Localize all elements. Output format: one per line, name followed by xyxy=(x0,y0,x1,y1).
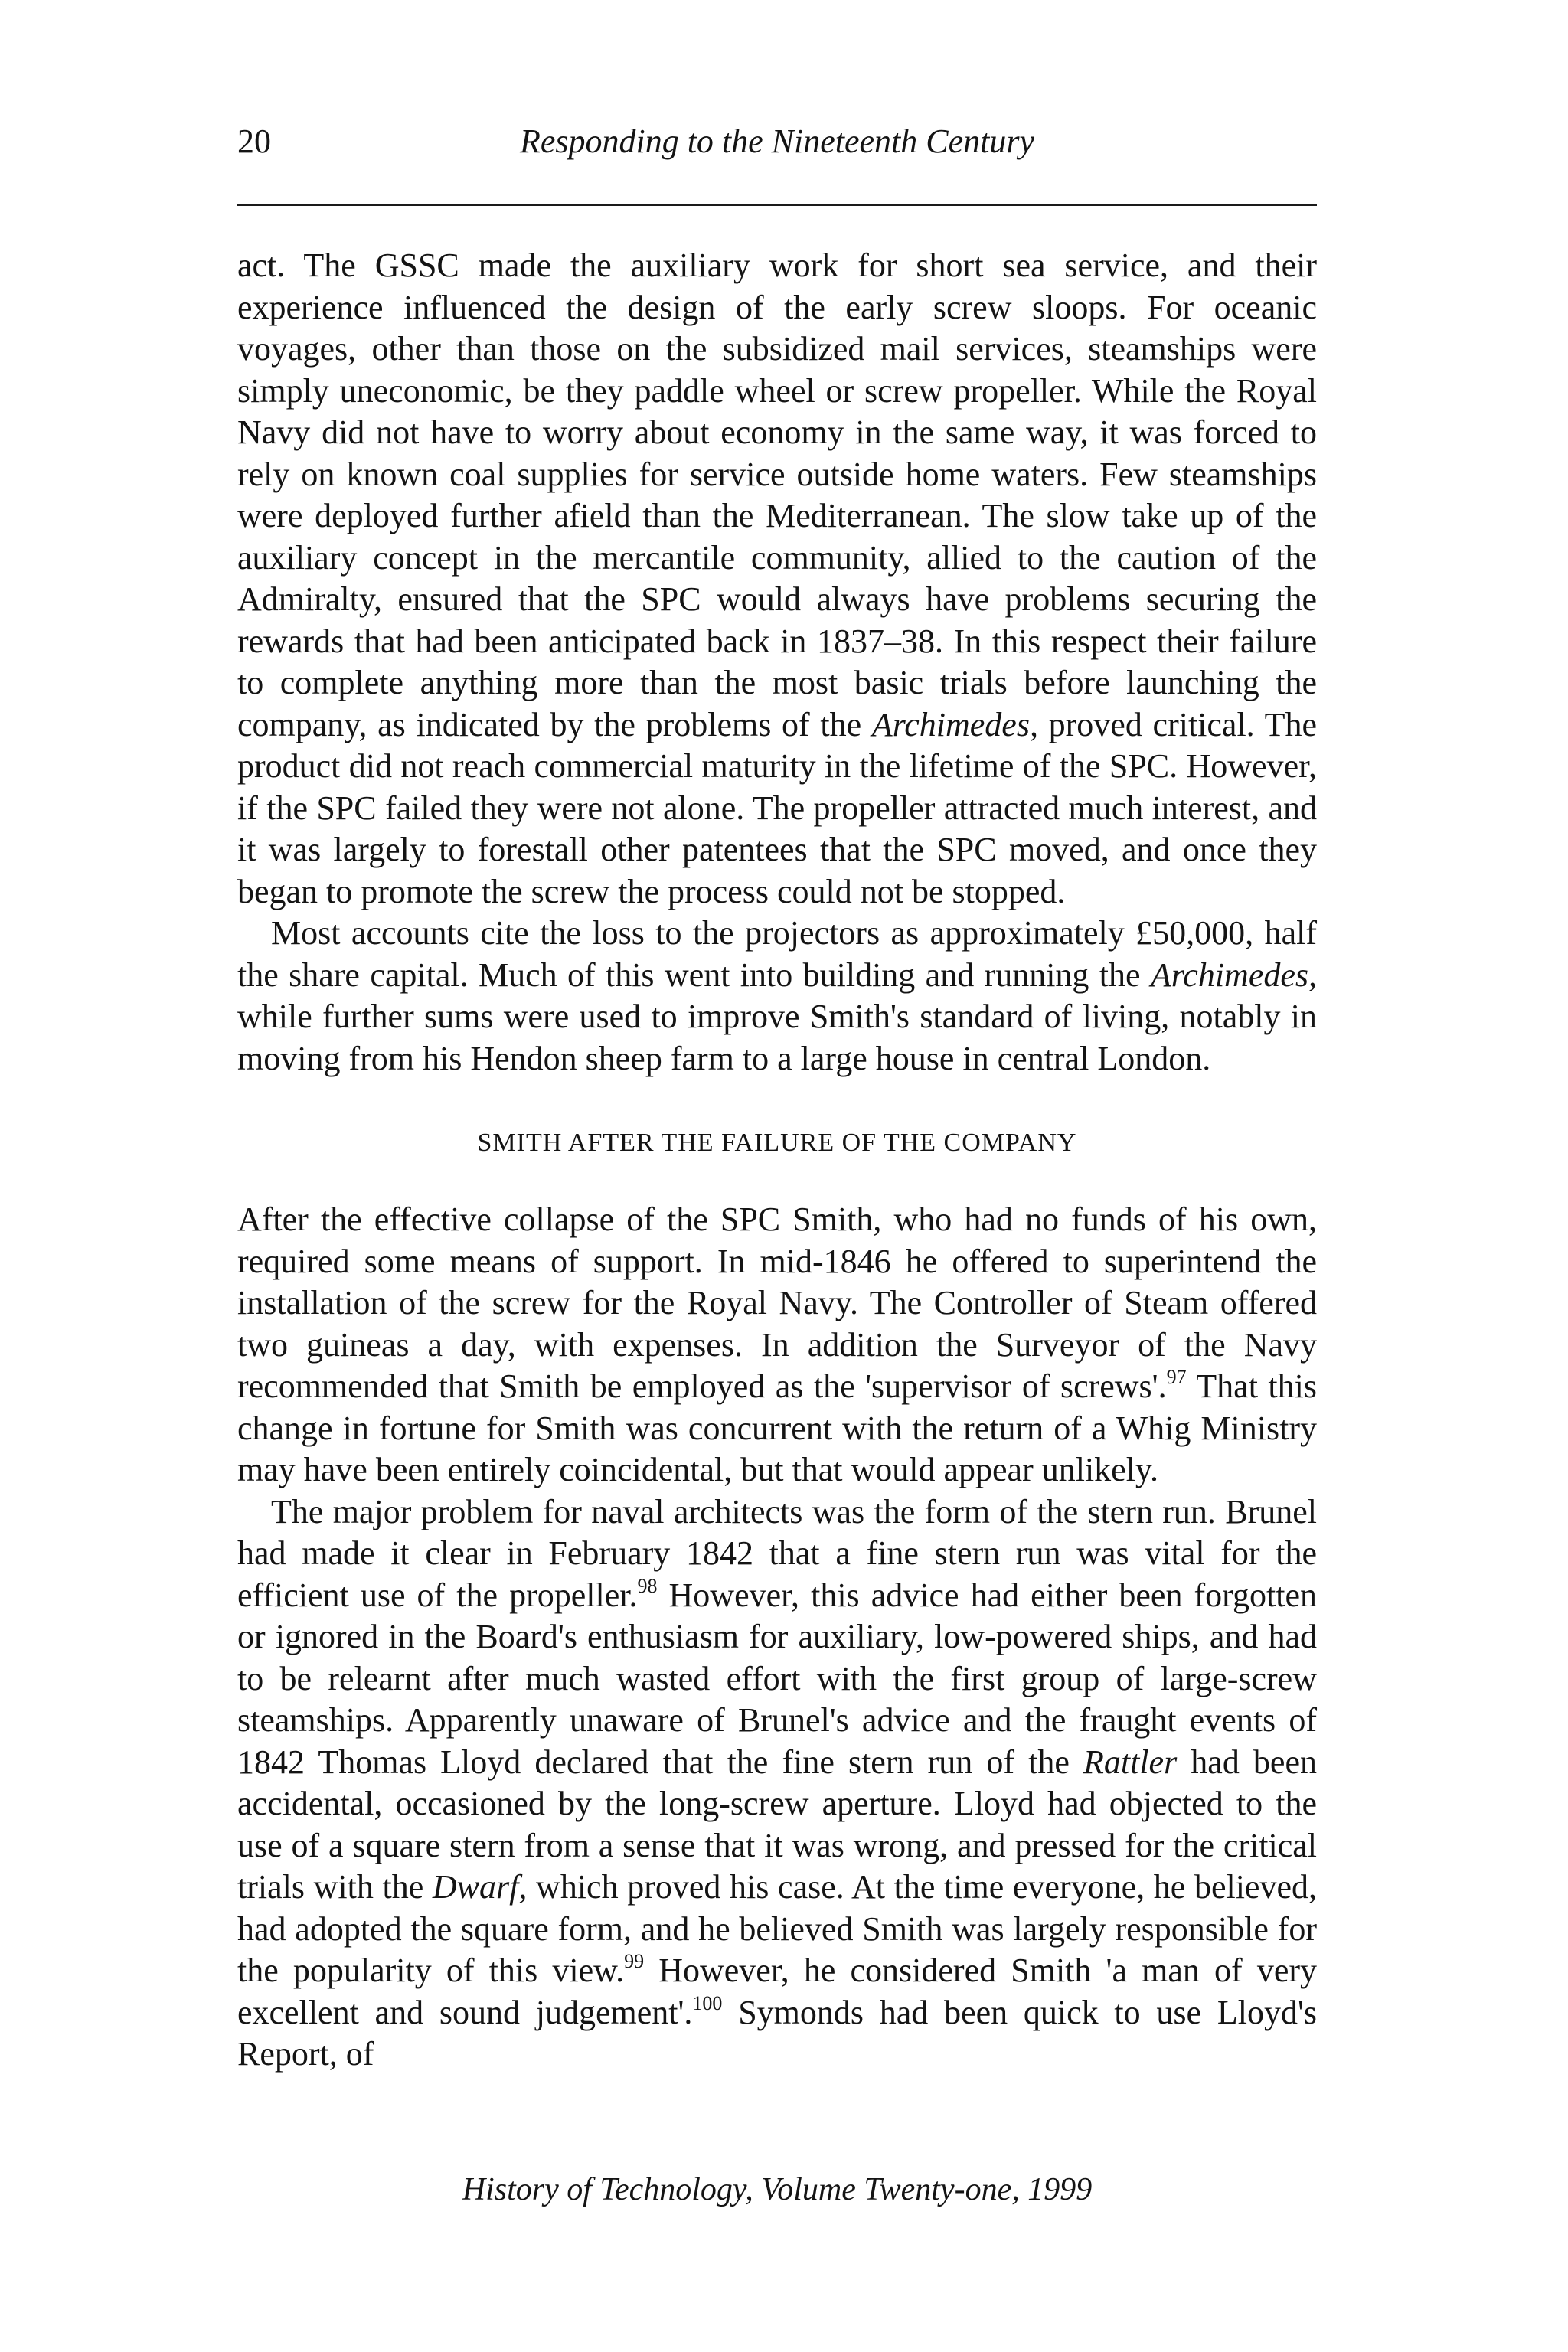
paragraph-1 xyxy=(237,245,1317,913)
body-text xyxy=(237,245,1317,2076)
paragraph-4-text-b: However, this advice had either been forgotten or ignored in the Board's enthusiasm for auxiliary, low-powered ships, and had to be relearnt after much wasted effort with the first group of large-screw steamships. Apparently unaware of Brunel's advice and the fraught events of 1842 Thomas Lloyd declared that the fine stern run of the xyxy=(237,1576,1318,1781)
footnote-ref-98: 98 xyxy=(637,1574,658,1597)
header-rule xyxy=(237,204,1317,206)
paragraph-4-text-c: had been accidental, occasioned by the long-screw aperture. Lloyd had objected to the use of a square stern from a sense that it was wrong, and pressed for the critical trials with the xyxy=(237,1743,1317,1906)
paragraph-3-text-a: After the effective collapse of the SPC Smith, who had no funds of his own, required some means of support. In mid-1846 he offered to superintend the installation of the screw for the Royal Navy. The Controller of Steam offered two guineas a day, with expenses. In addition the Surveyor of the Navy recommended that Smith be employed as the 'supervisor of screws'. xyxy=(237,1200,1317,1405)
paragraph-1-text-b: proved critical. The product did not reach commercial maturity in the lifetime of the SPC. However, if the SPC failed they were not alone. The propeller attracted much interest, and it was largely to forestall other patentees that the SPC moved, and once they began to promote the screw the process could not be stopped. xyxy=(237,705,1317,910)
paragraph-4-text-d: which proved his case. At the time everyone, he believed, had adopted the square form, and he believed Smith was largely responsible for the popularity of this view. xyxy=(237,1868,1317,1989)
paragraph-3 xyxy=(237,1199,1317,1491)
running-head xyxy=(237,115,1317,168)
section-heading: SMITH AFTER THE FAILURE OF THE COMPANY xyxy=(477,1129,1077,1157)
paragraph-2-text-a: Most accounts cite the loss to the projectors as approximately £50,000, half the share capital. Much of this went into building and running the xyxy=(237,914,1317,994)
footnote-ref-99: 99 xyxy=(624,1950,645,1972)
paragraph-3-text-b: That this change in fortune for Smith was concurrent with the return of a Whig Ministry may have been entirely coincidental, but that would appear unlikely. xyxy=(237,1367,1317,1488)
footnote-ref-100: 100 xyxy=(692,1991,723,2014)
ship-name-dwarf: Dwarf, xyxy=(432,1868,528,1906)
paragraph-4 xyxy=(237,1491,1317,2076)
paragraph-1-text-a: act. The GSSC made the auxiliary work for short sea service, and their experience influenced the design of the early screw sloops. For oceanic voyages, other than those on the subsidized mail services, steamships were simply uneconomic, be they paddle wheel or screw propeller. While the Royal Navy did not have to worry about economy in the same way, it was forced to rely on known coal supplies for service outside home waters. Few steamships were deployed further afield than the Mediterranean. The slow take up of the auxiliary concept in the mercantile community, allied to the caution of the Admiralty, ensured that the SPC would always have problems securing the rewards that had been anticipated back in 1837–38. In this respect their failure to complete anything more than the most basic trials before launching the company, as indicated by the problems of the xyxy=(237,247,1317,743)
paragraph-4-text-a: The major problem for naval architects was the form of the stern run. Brunel had made it clear in February 1842 that a fine stern run was vital for the efficient use of the propeller. xyxy=(237,1492,1317,1614)
ship-name-archimedes: Archimedes, xyxy=(1150,956,1317,994)
ship-name-rattler: Rattler xyxy=(1083,1743,1178,1781)
running-title: Responding to the Nineteenth Century xyxy=(519,122,1035,160)
ship-name-archimedes: Archimedes, xyxy=(871,705,1038,743)
paragraph-4-text-f: Symonds had been quick to use Lloyd's Report, of xyxy=(237,1993,1317,2073)
paragraph-2 xyxy=(237,913,1317,1080)
journal-footer: History of Technology, Volume Twenty-one, 1999 xyxy=(462,2172,1093,2207)
paragraph-4-text-e: However, he considered Smith 'a man of very excellent and sound judgement'. xyxy=(237,1952,1317,2031)
footnote-ref-97: 97 xyxy=(1166,1366,1187,1388)
paragraph-2-text-b: while further sums were used to improve Smith's standard of living, notably in moving from his Hendon sheep farm to a large house in central London. xyxy=(237,998,1317,1077)
page-number: 20 xyxy=(237,122,271,160)
